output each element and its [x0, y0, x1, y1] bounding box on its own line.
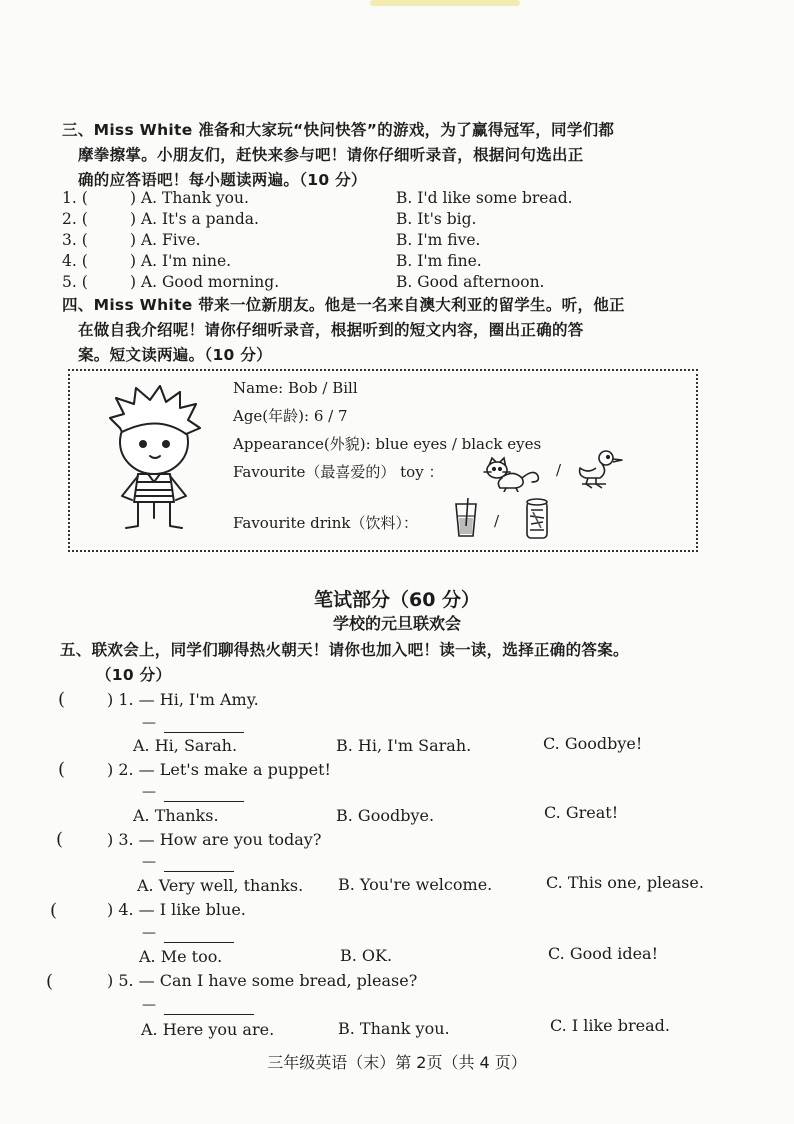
option-c: C. Great!	[544, 803, 619, 822]
page-footer: 三年级英语（末）第 2页（共 4 页）	[267, 1053, 527, 1072]
answer-paren: (	[50, 900, 58, 921]
question-text: ) 1. — Hi, I'm Amy.	[107, 690, 259, 709]
toy-slash: /	[556, 461, 562, 479]
answer-blank	[164, 942, 234, 943]
option-a: ) A. Thank you.	[130, 189, 249, 207]
duck-toy-icon	[576, 448, 624, 492]
option-b: B. OK.	[340, 946, 393, 965]
favourite-toy-line	[233, 461, 443, 482]
favourite-toy-label: Favourite（最喜爱的） toy ：	[233, 463, 444, 481]
question-text: ) 5. — Can I have some bread, please?	[107, 971, 418, 990]
answer-blank	[164, 871, 234, 872]
question-text: ) 2. — Let's make a puppet!	[107, 760, 331, 779]
written-section-title: 笔试部分（60 分）	[313, 589, 481, 611]
option-b: B. Good afternoon.	[396, 273, 545, 291]
section5-header	[60, 638, 750, 688]
answer-dash: —	[142, 784, 156, 800]
option-a: ) A. It's a panda.	[130, 210, 259, 228]
juice-glass-icon	[452, 496, 480, 540]
name-line: Name: Bob / Bill	[233, 379, 358, 397]
soda-can-icon	[524, 496, 550, 542]
option-b: B. Thank you.	[338, 1019, 450, 1038]
answer-blank	[164, 801, 244, 802]
cat-toy-icon	[482, 450, 544, 492]
option-a: A. Me too.	[139, 947, 223, 966]
answer-blank	[164, 1014, 254, 1015]
age-line: Age(年龄): 6 / 7	[233, 407, 348, 425]
option-a: A. Thanks.	[133, 806, 219, 825]
option-b: B. You're welcome.	[338, 875, 493, 894]
boy-illustration	[98, 384, 210, 536]
option-c: C. This one, please.	[546, 873, 704, 892]
option-b: B. It's big.	[396, 210, 477, 228]
section3-header-line: 确的应答语吧！每小题读两遍。（10 分）	[78, 171, 367, 189]
option-c: C. I like bread.	[550, 1016, 670, 1035]
section3-header	[62, 118, 712, 193]
option-c: C. Good idea!	[548, 944, 659, 963]
option-a: A. Here you are.	[141, 1020, 275, 1039]
section4-header-line: 在做自我介绍呢！请你仔细听录音，根据听到的短文内容，圈出正确的答	[78, 321, 584, 339]
item-number: 1. (	[62, 189, 88, 207]
section3-header-line: 三、Miss White 准备和大家玩“快问快答”的游戏，为了赢得冠军，同学们都	[62, 121, 615, 139]
item-number: 2. (	[62, 210, 88, 228]
option-b: B. I'm five.	[396, 231, 481, 249]
answer-dash: —	[142, 715, 156, 731]
section4-header-line: 四、Miss White 带来一位新朋友。他是一名来自澳大利亚的留学生。听，他正	[62, 296, 625, 314]
option-b: B. I'd like some bread.	[396, 189, 573, 207]
option-a: ) A. Good morning.	[130, 273, 280, 291]
section4-header-line: 案。短文读两遍。（10 分）	[78, 346, 272, 364]
section3-header-line: 摩拳擦掌。小朋友们，赶快来参与吧！请你仔细听录音，根据问句选出正	[78, 146, 584, 164]
favourite-drink-line	[233, 512, 418, 533]
option-b: B. I'm fine.	[396, 252, 482, 270]
question-text: ) 3. — How are you today?	[107, 830, 322, 849]
option-a: A. Hi, Sarah.	[133, 736, 238, 755]
option-a: A. Very well, thanks.	[137, 876, 304, 895]
option-a: ) A. I'm nine.	[130, 252, 232, 270]
answer-paren: (	[58, 689, 66, 710]
drink-slash: /	[494, 512, 500, 530]
answer-paren: (	[46, 971, 54, 992]
answer-dash: —	[142, 854, 156, 870]
answer-paren: (	[58, 759, 66, 780]
option-b: B. Goodbye.	[336, 806, 435, 825]
answer-paren: (	[56, 829, 64, 850]
section5-header-line: （10 分）	[96, 666, 172, 684]
favourite-drink-label: Favourite drink（饮料）：	[233, 514, 418, 532]
answer-dash: —	[142, 997, 156, 1013]
option-c: C. Goodbye!	[543, 734, 643, 753]
paper-smudge	[370, 0, 520, 6]
option-a: ) A. Five.	[130, 231, 201, 249]
answer-blank	[164, 732, 244, 733]
item-number: 4. (	[62, 252, 88, 270]
item-number: 3. (	[62, 231, 88, 249]
option-b: B. Hi, I'm Sarah.	[336, 736, 472, 755]
section4-header	[62, 293, 712, 368]
written-section-subtitle: 学校的元旦联欢会	[332, 614, 461, 633]
section5-header-line: 五、联欢会上，同学们聊得热火朝天！请你也加入吧！读一读，选择正确的答案。	[60, 641, 629, 659]
appearance-line: Appearance(外貌): blue eyes / black eyes	[233, 435, 542, 453]
answer-dash: —	[142, 925, 156, 941]
item-number: 5. (	[62, 273, 88, 291]
question-text: ) 4. — I like blue.	[107, 900, 246, 919]
